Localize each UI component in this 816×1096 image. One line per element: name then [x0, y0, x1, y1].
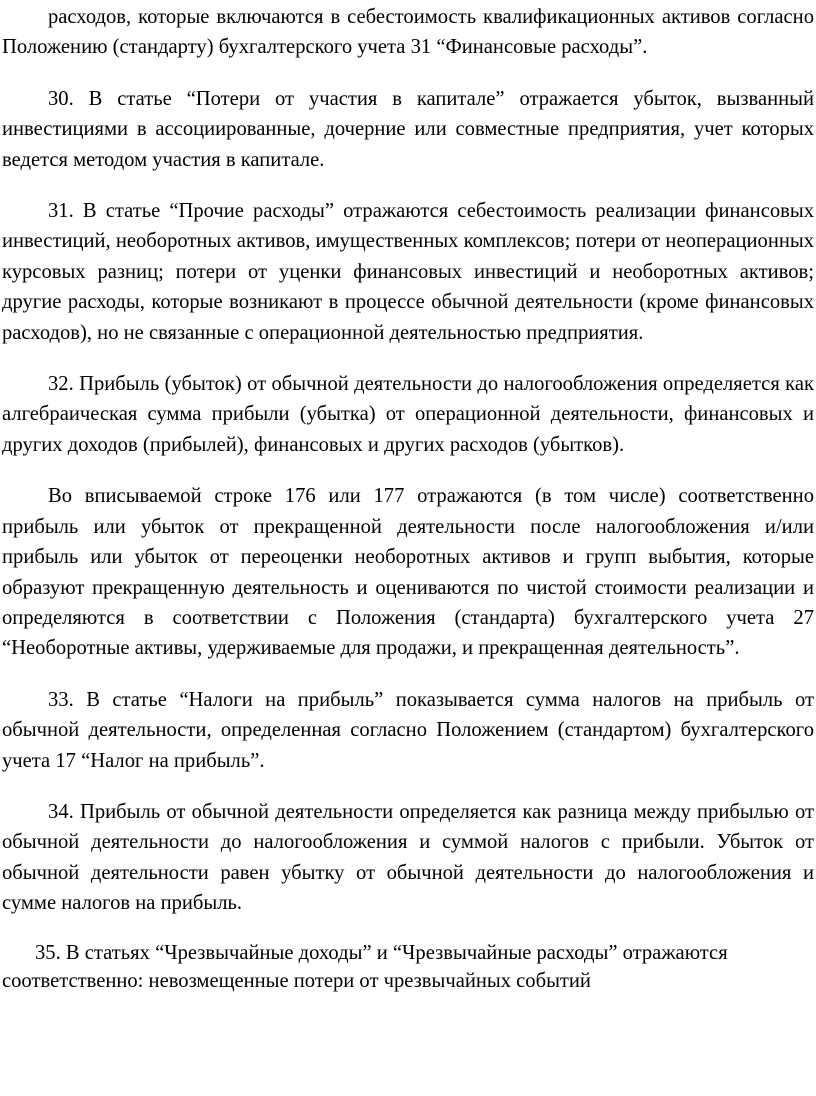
paragraph-30: 30. В статье “Потери от участия в капитале” отражается убыток, вызванный инвестициями в ассоциированные, дочерние или совместные предприятия, учет которых ведется методом участия в капитале.	[2, 87, 814, 171]
paragraph-33: 33. В статье “Налоги на прибыль” показывается сумма налогов на прибыль от обычной деятельности, определенная согласно Положением (стандартом) бухгалтерского учета 17 “Налог на прибыль”.	[2, 688, 814, 772]
paragraph-32: 32. Прибыль (убыток) от обычной деятельности до налогообложения определяется как алгебраическая сумма прибыли (убытка) от операционной деятельности, финансовых и других доходов (прибылей), финансовых и других расходов (убытков).	[2, 373, 814, 456]
paragraph-31: 31. В статье “Прочие расходы” отражаются себестоимость реализации финансовых инвестиций, необоротных активов, имущественных комплексов; потери от неоперационных курсовых разниц; потери от уценки финансовых инвестиций и необоротных активов; другие расходы, которые возникают в процессе обычной деятельности (кроме финансовых расходов), но не связанные с операционной деятельностью предприятия.	[2, 200, 814, 344]
paragraph-34: 34. Прибыль от обычной деятельности определяется как разница между прибылью от обычной деятельности до налогообложения и суммой налогов с прибыли. Убыток от обычной деятельности равен убытку от обычной деятельности до налогообложения и сумме налогов на прибыль.	[2, 800, 814, 915]
paragraph-continuation: расходов, которые включаются в себестоимость квалификационных активов согласно Положению (стандарту) бухгалтерского учета 31 “Финансовые расходы”.	[2, 6, 814, 59]
paragraph-35: 35. В статьях “Чрезвычайные доходы” и “Чрезвычайные расходы” отражаются соответственно: невозмещенные потери от чрезвычайных событий	[2, 941, 728, 992]
paragraph-line-176-177: Во вписываемой строке 176 или 177 отражаются (в том числе) соответственно прибыль или убыток от прекращенной деятельности после налогообложения и/или прибыль или убыток от переоценки необоротных активов и групп выбытия, которые образуют прекращенную деятельность и оцениваются по чистой стоимости реализации и определяются в соответствии с Положения (стандарта) бухгалтерского учета 27 “Необоротные активы, удерживаемые для продажи, и прекращенная деятельность”.	[2, 485, 814, 660]
